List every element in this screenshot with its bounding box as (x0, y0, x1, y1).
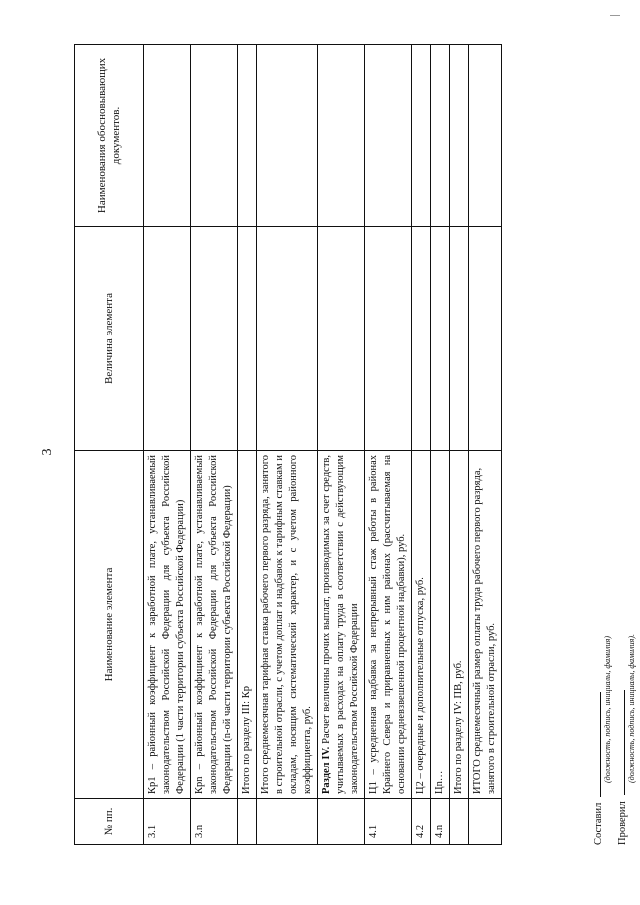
row-docs (144, 45, 191, 227)
header-name: Наименование элемента (75, 451, 144, 799)
row-value (431, 227, 450, 451)
row-value (318, 227, 365, 451)
row-value (365, 227, 412, 451)
compiled-hint: (должность, подпись, инициалы, фамилия) (603, 635, 612, 783)
table-row (238, 45, 257, 845)
table-row (318, 45, 365, 845)
table-row (365, 45, 412, 845)
row-value (238, 227, 257, 451)
table-row (412, 45, 431, 845)
section-text: Расчет величины прочих выплат, производимых за счет средств, учитываемых в расходах на оплату труда в соответствии с действующим законодательством Российской Федерации (321, 455, 360, 794)
row-num (450, 799, 469, 845)
table-row (450, 45, 469, 845)
row-docs (431, 45, 450, 227)
row-value (257, 227, 318, 451)
table-row (144, 45, 191, 845)
checked-signature (614, 633, 636, 845)
row-name: Итого по разделу IV: ПВ, руб. (450, 451, 469, 799)
row-num: 4.2 (412, 799, 431, 845)
checked-label: Проверил (617, 801, 628, 845)
table-row (431, 45, 450, 845)
row-num: 4.1 (365, 799, 412, 845)
row-name: Итого по разделу III: Кр (238, 451, 257, 799)
row-value (191, 227, 238, 451)
checked-hint: (должность, подпись, инициалы, фамилия). (627, 633, 636, 783)
row-value (450, 227, 469, 451)
row-name: Крn – районный коэффициент к заработной плате, устанавливаемый законодательством Российской Федерации для субъекта Российской Федерации (n-ой части территории субъекта Российской Федерации) (191, 451, 238, 799)
row-name: ИТОГО среднемесячный размер оплаты труда рабочего первого разряда, занятого в строительной отрасли, руб. (469, 451, 502, 799)
header-value: Величина элемента (75, 227, 144, 451)
row-docs (318, 45, 365, 227)
compiled-label: Составил (593, 802, 604, 845)
table-row (469, 45, 502, 845)
compiled-signature (590, 635, 612, 845)
row-num (318, 799, 365, 845)
row-num: 4.n (431, 799, 450, 845)
header-docs: Наименования обосновывающих документов. (75, 45, 144, 227)
table-header-row (75, 45, 144, 845)
table-row (257, 45, 318, 845)
signature-line (590, 692, 601, 797)
row-name: Ц1 – усредненная надбавка за непрерывный стаж работы в районах Крайнего Севера и приравненных к ним районах (рассчитываемая на основании средневзвешенной процентной надбавки), руб. (365, 451, 412, 799)
row-name (318, 451, 365, 799)
row-docs (412, 45, 431, 227)
row-name: Кр1 – районный коэффициент к заработной плате, устанавливаемый законодательством Российской Федерации для субъекта Российской Федерации (1 части территории субъекта Российской Федерации) (144, 451, 191, 799)
page-number: 3 (40, 448, 55, 456)
section-label: Раздел IV. (321, 746, 332, 794)
row-docs (450, 45, 469, 227)
row-name: Итого среднемесячная тарифная ставка рабочего первого разряда, занятого в строительной отрасли, с учетом доплат и надбавок к тарифным ставкам и окладам, носящим систематический характер, и с учетом районного коэффициента, руб. (257, 451, 318, 799)
row-num: 3.1 (144, 799, 191, 845)
row-num (238, 799, 257, 845)
row-docs (191, 45, 238, 227)
row-num: 3.n (191, 799, 238, 845)
table-row (191, 45, 238, 845)
wage-calculation-table (74, 44, 502, 845)
signature-line (614, 690, 625, 795)
row-docs (257, 45, 318, 227)
row-name: Цn… (431, 451, 450, 799)
row-value (469, 227, 502, 451)
row-name: Ц2 – очередные и дополнительные отпуска, руб. (412, 451, 431, 799)
row-value (412, 227, 431, 451)
row-num (469, 799, 502, 845)
row-docs (469, 45, 502, 227)
header-num: № пп. (75, 799, 144, 845)
row-docs (238, 45, 257, 227)
row-docs (365, 45, 412, 227)
row-num (257, 799, 318, 845)
row-value (144, 227, 191, 451)
